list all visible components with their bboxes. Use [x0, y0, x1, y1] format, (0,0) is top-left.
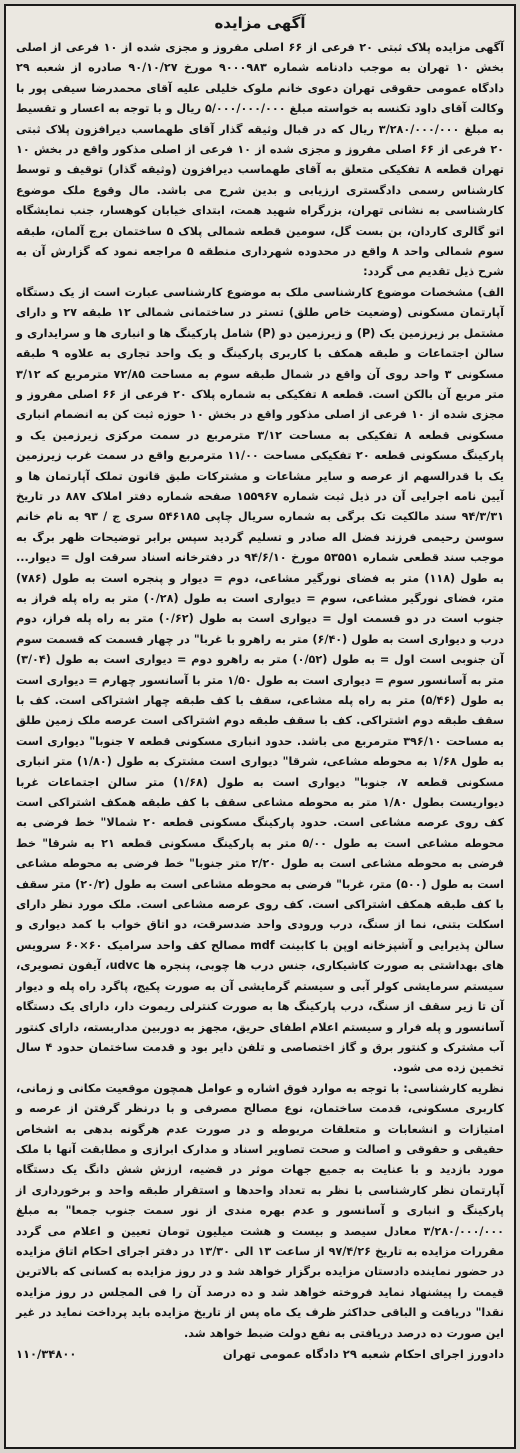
auction-notice — [4, 4, 516, 1449]
notice-footer — [16, 1347, 504, 1361]
reference-number: ۱۱۰/۳۴۸۰۰ — [16, 1347, 77, 1361]
property-specs-paragraph: الف) مشخصات موضوع کارشناسی ملک به موضوع کارشناسی عبارت است از یک دستگاه آپارتمان مسکونی (وضعیت خاص طلق) تستر در ساختمانی شمالی ۱۲ طبقه ۲۷ و دارای مشتمل بر زیرزمین یک (P) و زیرزمین دو (P) شامل پارکینگ ها و انباری ها و سرایداری و سالن اجتماعات و طبقه همکف با کاربری پارکینگ و یک واحد تجاری به علاوه ۹ طبقه مسکونی ۳ واحد روی آن واقع در شمال طبقه سوم به مساحت ۷۲/۸۵ مترمربع که ۳/۱۲ متر مربع آن بالکن است. قطعه ۸ تفکیکی به شماره پلاک ۲۰ فرعی از ۶۶ اصلی مفروز و مجزی شده از ۱۰ فرعی از اصلی مذکور واقع در بخش ۱۰ حوزه ثبت کن به انضمام انباری مسکونی قطعه ۸ تفکیکی به مساحت ۳/۱۲ مترمربع در سمت مرکزی زیرزمین یک و پارکینگ مسکونی قطعه ۲۰ تفکیکی مساحت ۱۱/۰۰ مترمربع واقع در سمت غرب زیرزمین یک با قدرالسهم از عرصه و سایر مشاعات و مشترکات طبق قانون تملک آپارتمان ها و آیین نامه اجرایی آن در ذیل ثبت شماره ۱۵۵۹۶۷ صفحه شماره دفتر املاک ۸۸۷ در تاریخ ۹۴/۳/۳۱ سند مالکیت تک برگی به شماره سریال چاپی ۵۴۶۱۸۵ سری ج / ۹۳ به نام خانم سوسن رحیمی فرزند فضل اله صادر و تسلیم گردید سپس برابر توضیحات ظهر برگ به موجب سند قطعی شماره ۵۳۵۵۱ مورخ ۹۴/۶/۱۰ در دفترخانه اسناد سرقت اول = دیوار... به طول (۱۱۸) متر به فضای نورگیر مشاعی، دوم = دیوار و پنجره است به طول (۷۸۶) متر، فضای نورگیر مشاعی، سوم = دیواری است به طول (۰/۲۸) متر به راه پله فراز به جنوب است در دو قسمت اول = دیواری است به طول (۰/۶۲) متر به راه پله فراز، دوم درب و دیواری است به طول (۶/۴۰) متر به راهرو با غربا" در چهار قسمت که قسمت سوم آن جنوبی است اول = به طول (۰/۵۲) متر به راهرو دوم = دیواری است به طول (۳/۰۴) متر به آسانسور سوم = دیواری است به طول ۱/۵۰ متر با آسانسور چهارم = دیواری است به طول (۵/۴۶) متر به راه پله مشاعی، سقف با کف طبقه چهار اشتراکی است. کف با سقف طبقه دوم اشتراکی. کف با سقف طبقه دوم اشتراکی است عرصه ملک زمین طلق به مساحت ۳۹۶/۱۰ مترمربع می باشد. حدود انباری مسکونی قطعه ۷ جنوبا" دیواری است به طول ۱/۶۸ به محوطه مشاعی، شرقا" دیواری است مشترک به طول (۱/۸۰) متر انباری مسکونی قطعه ۷، جنوبا" دیواری است به طول (۱/۶۸) متر سالن اجتماعات غربا دیواریست بطول ۱/۸۰ متر به محوطه مشاعی سقف با کف طبقه همکف اشتراکی است کف روی عرصه مشاعی است. حدود پارکینگ مسکونی قطعه ۲۰ شمالا" خط فرضی به محوطه مشاعی است به طول ۵/۰۰ متر به پارکینگ مسکونی قطعه ۲۱ به شرقا" خط فرضی به محوطه مشاعی است به طول ۲/۲۰ متر جنوبا" خط فرضی به محوطه مشاعی است به طول (۵۰۰) متر، غربا" فرضی به محوطه مشاعی است به طول (۲۰/۲) متر سقف با کف طبقه همکف اشتراکی است. کف روی عرصه مشاعی است. ملک مورد نظر دارای اسکلت بتنی، نما از سنگ، درب ورودی واحد ضدسرقت، دو اتاق خواب با کمد دیواری و سالن پذیرایی و آشپزخانه اوپن با کابینت mdf مصالح کف واحد سرامیک ۶۰×۶۰ سرویس های بهداشتی به صورت کاشیکاری، جنس درب ها چوبی، پنجره ها udvc، آیفون تصویری، سیستم سرمایشی کولر آبی و سیستم گرمایشی آن به صورت پکیج، پاگرد راه پله و دیوار آن تا زیر سقف از سنگ، درب پارکینگ ها به صورت کنترلی ریموت دار، دارای یک دستگاه آسانسور و پله فرار و سیستم اعلام اطفای حریق، مجهز به دوربین مداربسته، دارای کنتور آب مشترک و کنتور برق و گاز اختصاصی و تلفن دایر بود و قدمت ساختمان حدود ۴ سال تخمین زده می شود. — [16, 285, 505, 1075]
notice-title: آگهی مزایده — [214, 14, 306, 32]
signature: دادورز اجرای احکام شعبه ۲۹ دادگاه عمومی تهران — [222, 1347, 504, 1361]
notice-intro-paragraph: آگهی مزایده پلاک ثبتی ۲۰ فرعی از ۶۶ اصلی مفروز و مجزی شده از ۱۰ فرعی از اصلی بخش ۱۰ تهران به موجب دادنامه شماره ۹۰۰۰۹۸۳ مورخ ۹۰/۱۰/۲۷ صادره از شعبه ۲۹ دادگاه عمومی حقوقی تهران دعوی خانم ملوک خلیلی علیه آقای محمدرضا سیفی پور با وکالت آقای داود تکنسه به خواسته مبلغ ۵/۰۰۰/۰۰۰/۰۰۰ ریال و با توجه به اعسار و تقسیط به مبلغ ۳/۲۸۰/۰۰۰/۰۰۰ ریال که در قبال وثیقه گذار آقای طهماسب دیرافزون پلاک ثبتی ۲۰ فرعی از ۶۶ اصلی مفروز و مجزی شده از ۱۰ فرعی از اصلی مذکور واقع در بخش ۱۰ تهران قطعه ۸ تفکیکی متعلق به آقای طهماسب دیرافزون (وثیقه گذار) توقیف و توسط کارشناس رسمی دادگستری ارزیابی و بدین شرح می باشد. مال وقوع ملک موضوع کارشناسی به نشانی تهران، بزرگراه شهید همت، ابتدای خیابان کوهسار، جنب نمایشگاه اتو گالری کاردان، بن بست گل، سومین قطعه شمالی پلاک ۵ ساختمان برج آلمان، طبقه سوم شمالی واحد ۸ واقع در محدوده شهرداری منطقه ۵ مراجعه نمود که گزارش آن به شرح ذیل تقدیم می گردد: — [16, 41, 505, 279]
expert-opinion-paragraph: نظریه کارشناسی: با توجه به موارد فوق اشاره و عوامل همچون موقعیت مکانی و زمانی، کاربری مسکونی، قدمت ساختمان، نوع مصالح مصرفی و با درنظر گرفتن از عرصه و امتیازات و انشعابات و متعلقات مربوطه و در صورت عدم هرگونه بدهی به اشخاص حقیقی و حقوقی و اصالت و صحت تصاویر اسناد و مدارک ابرازی و مطابقت آنها با ملک مورد بازدید و با عنایت به جمیع جهات موثر در قضیه، ارزش شش دانگ یک دستگاه آپارتمان نظر کارشناسی با نظر به تعداد واحدها و استقرار طبقه واحد و برخورداری از پارکینگ و انباری و آسانسور و عدم بهره مندی از نور سمت جنوب جمعا" به مبلغ ۳/۲۸۰/۰۰۰/۰۰۰ معادل سیصد و بیست و هشت میلیون تومان تعیین و اعلام می گردد مقررات مزایده به تاریخ ۹۷/۴/۲۶ از ساعت ۱۳ الی ۱۳/۳۰ در دفتر اجرای احکام اتاق مزایده در حضور نماینده دادستان مزایده برگزار خواهد شد و در روز مزایده به کسانی که بالاترین قیمت را پیشنهاد نماید فروخته خواهد شد و ده درصد آن را فی المجلس در روز مزایده نقدا" دریافت و الباقی حداکثر ظرف یک ماه پس از تاریخ مزایده باید پرداخت نماید در غیر این صورت ده درصد دریافتی به نفع دولت ضبط خواهد شد. — [16, 1081, 504, 1340]
